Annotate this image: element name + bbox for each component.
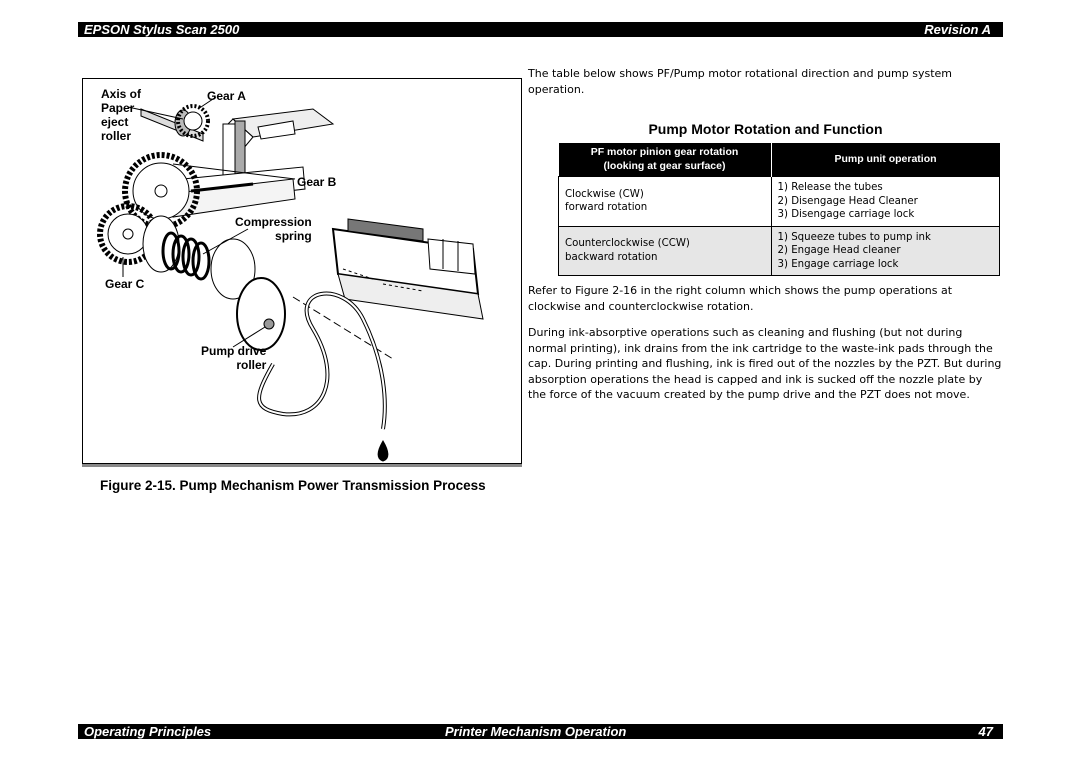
label-compression-spring: Compression spring xyxy=(235,215,312,243)
figure-frame xyxy=(82,78,522,464)
header-title: EPSON Stylus Scan 2500 xyxy=(84,22,240,37)
label-axis-paper-eject-roller: Axis of Paper eject roller xyxy=(101,87,142,143)
cell-rotation-ccw: Counterclockwise (CCW) backward rotation xyxy=(559,226,772,276)
header-gear-rotation: PF motor pinion gear rotation (looking at gear surface) xyxy=(559,143,772,177)
cell-operation-ccw: 1) Squeeze tubes to pump ink 2) Engage Head cleaner 3) Engage carriage lock xyxy=(771,226,1000,276)
refer-paragraph: Refer to Figure 2-16 in the right column which shows the pump operations at clockwise and counterclockwise rotation. xyxy=(528,284,953,313)
pump-drive-roller xyxy=(264,319,274,329)
label-gear-b: Gear B xyxy=(297,175,337,189)
table-row xyxy=(559,177,1000,227)
cell-operation-cw: 1) Release the tubes 2) Disengage Head Cleaner 3) Disengage carriage lock xyxy=(771,177,1000,227)
label-gear-c: Gear C xyxy=(105,277,145,291)
footer-subsection: Printer Mechanism Operation xyxy=(445,724,627,739)
label-pump-drive-roller: Pump drive roller xyxy=(201,344,267,372)
page-header xyxy=(78,22,1003,37)
pump-unit xyxy=(333,219,483,319)
table-header-row xyxy=(559,143,1000,177)
cell-rotation-cw: Clockwise (CW) forward rotation xyxy=(559,177,772,227)
pump-mechanism-illustration xyxy=(83,79,521,463)
intro-paragraph: The table below shows PF/Pump motor rotational direction and pump system operation. xyxy=(528,67,953,96)
pump-function-table xyxy=(558,143,1000,276)
page-number: 47 xyxy=(978,724,993,739)
ink-absorption-paragraph: During ink-absorptive operations such as cleaning and flushing (but not during normal printing), ink drains from the ink cartridge to the waste-ink pads through the cap. During printing and flushing, ink is fired out of the nozzles by the PZT. But during absorption operations the head is capped and ink is sucked off the nozzle plate by the force of the vacuum created by the pump drive and the PZT does not move. xyxy=(528,326,1002,401)
label-gear-a: Gear A xyxy=(207,89,246,103)
header-pump-operation: Pump unit operation xyxy=(771,143,1000,177)
figure-caption: Figure 2-15. Pump Mechanism Power Transmission Process xyxy=(100,478,486,493)
footer-section: Operating Principles xyxy=(84,724,212,739)
ink-drop-icon xyxy=(378,441,388,461)
table-title: Pump Motor Rotation and Function xyxy=(648,121,883,137)
table-row xyxy=(559,226,1000,276)
page-footer xyxy=(78,724,1003,739)
header-revision: Revision A xyxy=(924,22,991,37)
pump-wheel-2 xyxy=(237,278,285,350)
